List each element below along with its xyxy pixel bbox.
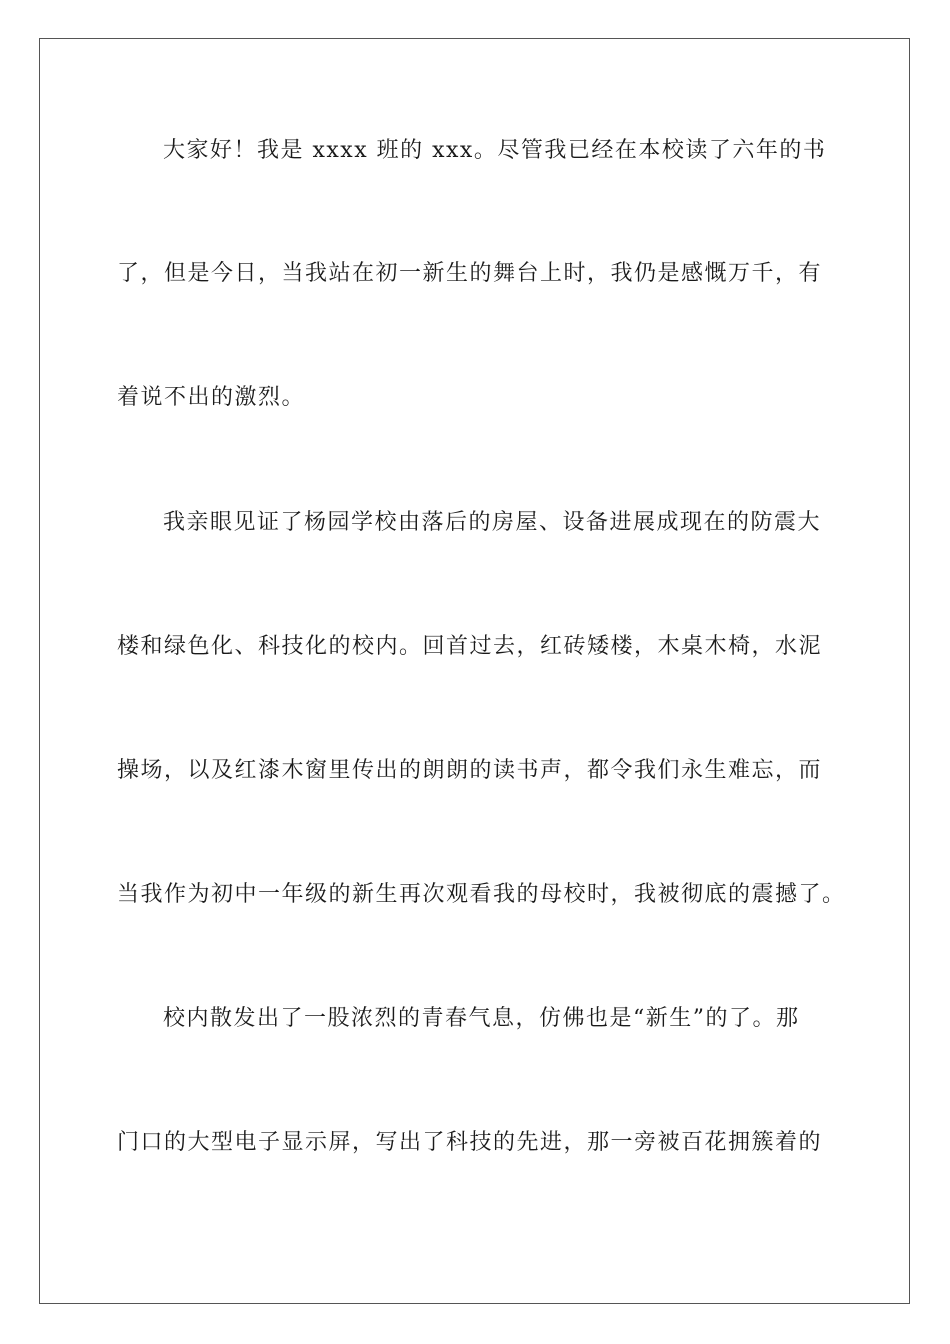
paragraph-2-line-2: 楼和绿色化、科技化的校内。回首过去，红砖矮楼，木桌木椅，水泥 [117, 634, 823, 659]
paragraph-2-line-1: 我亲眼见证了杨园学校由落后的房屋、设备进展成现在的防震大 [163, 510, 822, 535]
paragraph-2-line-4: 当我作为初中一年级的新生再次观看我的母校时，我被彻底的震撼了。 [117, 882, 846, 907]
paragraph-3-line-2: 门口的大型电子显示屏，写出了科技的先进，那一旁被百花拥簇着的 [117, 1130, 823, 1155]
paragraph-1-line-3: 着说不出的激烈。 [117, 385, 306, 410]
page-border [39, 38, 910, 1304]
paragraph-3-line-1: 校内散发出了一股浓烈的青春气息，仿佛也是“新生”的了。那 [163, 1006, 800, 1031]
paragraph-1-line-2: 了，但是今日，当我站在初一新生的舞台上时，我仍是感慨万千，有 [117, 261, 823, 286]
paragraph-1-line-1: 大家好！我是 xxxx 班的 xxx。尽管我已经在本校读了六年的书 [163, 138, 827, 163]
paragraph-2-line-3: 操场，以及红漆木窗里传出的朗朗的读书声，都令我们永生难忘，而 [117, 758, 823, 783]
